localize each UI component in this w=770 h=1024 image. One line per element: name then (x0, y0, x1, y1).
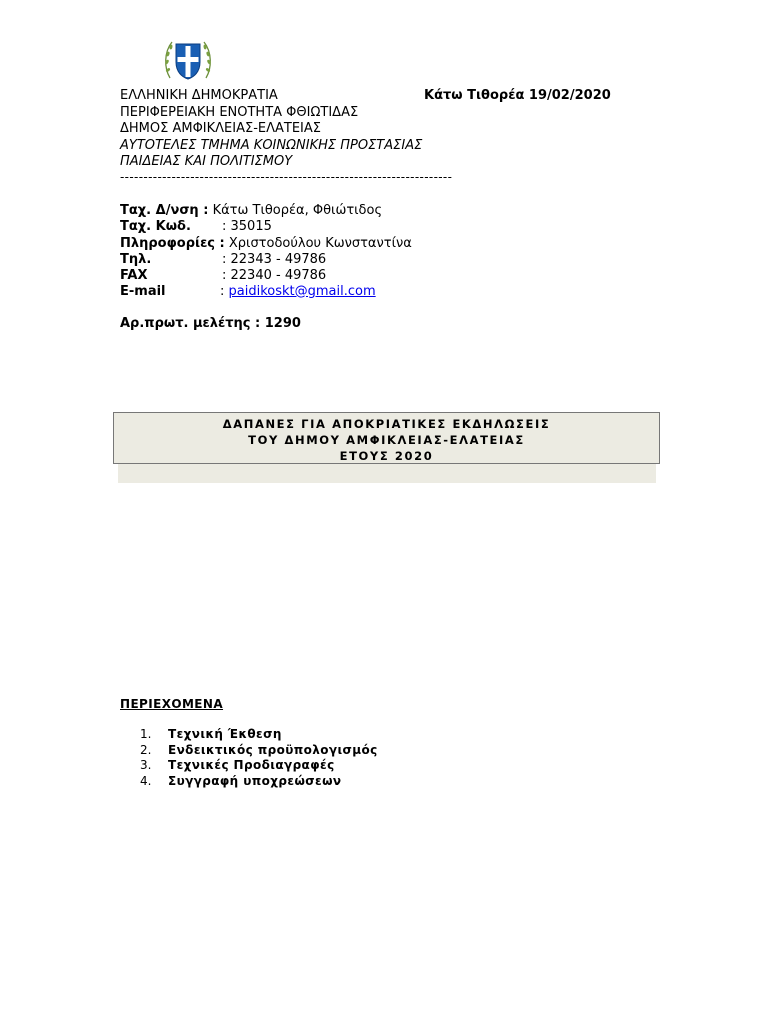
header-separator: ----------------------------------------------------------------------- (120, 170, 453, 184)
protocol-number: Αρ.πρωτ. μελέτης : 1290 (120, 316, 301, 331)
fax-value: : 22340 - 49786 (222, 267, 327, 283)
toc-item-text: Τεχνικές Προδιαγραφές (168, 758, 335, 772)
phone-value: : 22343 - 49786 (222, 251, 327, 267)
info-value: Χριστοδούλου Κωνσταντίνα (228, 235, 412, 251)
title-line-2: ΤΟΥ ΔΗΜΟΥ ΑΜΦΙΚΛΕΙΑΣ-ΕΛΑΤΕΙΑΣ (248, 433, 525, 447)
toc-item-text: Ενδεικτικός προϋπολογισμός (168, 742, 378, 757)
header-line-3: ΔΗΜΟΣ ΑΜΦΙΚΛΕΙΑΣ-ΕΛΑΤΕΙΑΣ (120, 121, 321, 136)
address-label: Ταχ. Δ/νση : (120, 203, 209, 218)
contact-address (120, 203, 382, 219)
toc-heading: ΠΕΡΙΕΧΟΜΕΝΑ (120, 697, 224, 711)
address-value: Κάτω Τιθορέα, Φθιώτιδος (212, 203, 383, 218)
title-box-shadow (118, 464, 656, 483)
postcode-label: Ταχ. Κωδ. (120, 219, 191, 234)
contact-phone (120, 252, 326, 268)
toc-item-text: Συγγραφή υποχρεώσεων (168, 773, 342, 788)
toc-item-number: 1. (140, 727, 152, 741)
phone-label: Τηλ. (120, 251, 152, 267)
document-date: Κάτω Τιθορέα 19/02/2020 (424, 88, 611, 103)
email-label: E-mail (120, 283, 166, 299)
toc-item-number: 2. (140, 742, 152, 757)
title-line-3: ΕΤΟΥΣ 2020 (339, 449, 434, 463)
toc-item (140, 743, 378, 759)
toc-item-number: 3. (140, 758, 152, 772)
toc-item (140, 727, 378, 743)
contact-info (120, 236, 412, 252)
info-label: Πληροφορίες : (120, 235, 225, 251)
greek-coat-of-arms-icon (160, 36, 216, 84)
toc-item (140, 774, 378, 790)
header-line-2: ΠΕΡΙΦΕΡΕΙΑΚΗ ΕΝΟΤΗΤΑ ΦΘΙΩΤΙΔΑΣ (120, 104, 359, 120)
postcode-value: : 35015 (222, 219, 272, 234)
toc-item-number: 4. (140, 773, 152, 788)
header-line-4: ΑΥΤΟΤΕΛΕΣ ΤΜΗΜΑ ΚΟΙΝΩΝΙΚΗΣ ΠΡΟΣΤΑΣΙΑΣ (120, 137, 423, 153)
document-title-box (113, 412, 660, 464)
contact-postcode (120, 219, 272, 235)
title-line-1: ΔΑΠΑΝΕΣ ΓΙΑ ΑΠΟΚΡΙΑΤΙΚΕΣ ΕΚΔΗΛΩΣΕΙΣ (222, 417, 551, 431)
header-line-1: ΕΛΛΗΝΙΚΗ ΔΗΜΟΚΡΑΤΙΑ (120, 88, 278, 103)
toc-item (140, 758, 378, 774)
toc-item-text: Τεχνική Έκθεση (168, 727, 282, 741)
header-line-5: ΠΑΙΔΕΙΑΣ ΚΑΙ ΠΟΛΙΤΙΣΜΟΥ (120, 154, 293, 169)
table-of-contents (140, 727, 378, 789)
contact-email (120, 284, 376, 300)
fax-label: FAX (120, 267, 148, 283)
email-colon: : (220, 283, 225, 299)
email-link[interactable]: paidikoskt@gmail.com (228, 283, 376, 299)
contact-fax (120, 268, 326, 284)
